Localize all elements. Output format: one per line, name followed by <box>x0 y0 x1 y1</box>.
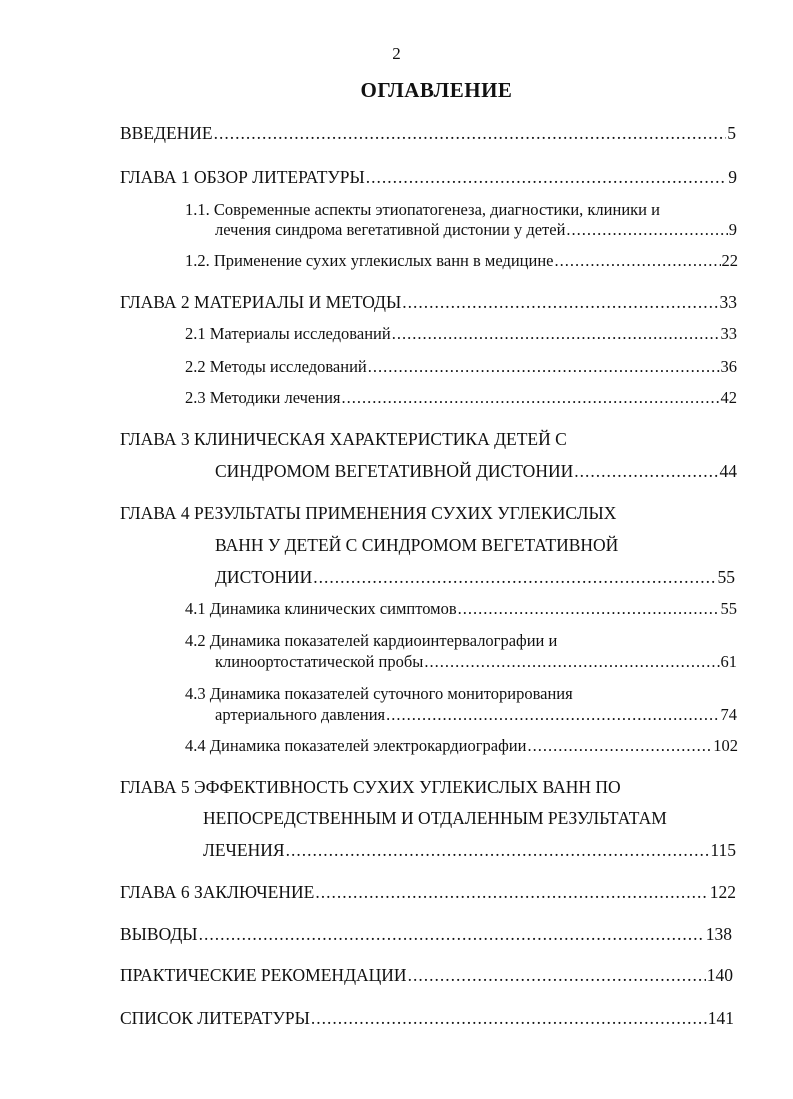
toc-entry-recommendations[interactable] <box>120 963 733 987</box>
toc-entry-1-1[interactable] <box>215 218 737 242</box>
toc-entry-references[interactable] <box>120 1006 734 1030</box>
dot-leader <box>458 597 720 621</box>
toc-page-number: 5 <box>727 123 736 143</box>
toc-entry-text: артериального давления <box>215 705 386 724</box>
dot-leader <box>311 1006 707 1030</box>
dot-leader <box>402 290 718 314</box>
toc-page-number: 141 <box>707 1008 734 1028</box>
toc-entry-text: ВЫВОДЫ <box>120 924 198 944</box>
toc-entry-4-2-line1: 4.2 Динамика показателей кардиоинтервалографии и <box>185 631 558 650</box>
toc-entry-4-3-line1: 4.3 Динамика показателей суточного мониторирования <box>185 684 573 703</box>
toc-page-number: 44 <box>719 461 737 481</box>
toc-entry-2-2[interactable] <box>185 355 737 379</box>
dot-leader <box>286 838 710 862</box>
dot-leader <box>408 963 706 987</box>
toc-entry-4-2[interactable] <box>215 650 737 674</box>
toc-page-number: 61 <box>720 652 737 671</box>
dot-leader <box>214 121 727 145</box>
toc-entry-4-4[interactable] <box>185 734 738 758</box>
toc-entry-chapter-4-line1: ГЛАВА 4 РЕЗУЛЬТАТЫ ПРИМЕНЕНИЯ СУХИХ УГЛЕКИСЛЫХ <box>120 503 617 523</box>
toc-entry-text: СПИСОК ЛИТЕРАТУРЫ <box>120 1008 310 1028</box>
toc-entry-text: 4.1 Динамика клинических симптомов <box>185 599 457 618</box>
toc-entry-chapter-5-line2: НЕПОСРЕДСТВЕННЫМ И ОТДАЛЕННЫМ РЕЗУЛЬТАТАМ <box>203 808 667 828</box>
toc-entry-intro[interactable] <box>120 121 736 145</box>
dot-leader <box>199 922 705 946</box>
toc-entry-text: ЛЕЧЕНИЯ <box>203 840 285 860</box>
toc-page-number: 22 <box>721 251 738 270</box>
toc-entry-2-1[interactable] <box>185 322 737 346</box>
dot-leader <box>313 565 716 589</box>
toc-page-number: 33 <box>720 324 737 343</box>
toc-entry-text: ПРАКТИЧЕСКИЕ РЕКОМЕНДАЦИИ <box>120 965 407 985</box>
dot-leader <box>424 650 719 674</box>
toc-entry-chapter-5-line1: ГЛАВА 5 ЭФФЕКТИВНОСТЬ СУХИХ УГЛЕКИСЛЫХ ВАНН ПО <box>120 777 621 797</box>
toc-entry-chapter-3[interactable] <box>215 459 737 483</box>
toc-page-number: 9 <box>728 220 737 239</box>
dot-leader <box>342 386 720 410</box>
toc-entry-4-3[interactable] <box>215 703 737 727</box>
toc-entry-text: СИНДРОМОМ ВЕГЕТАТИВНОЙ ДИСТОНИИ <box>215 461 574 481</box>
page-number: 2 <box>392 44 401 63</box>
toc-entry-chapter-5[interactable] <box>203 838 736 862</box>
toc-page-number: 102 <box>713 736 738 755</box>
toc-page-number: 55 <box>720 599 737 618</box>
toc-entry-chapter-4[interactable] <box>215 565 735 589</box>
toc-entry-1-1-line1: 1.1. Современные аспекты этиопатогенеза, диагностики, клиники и <box>185 200 660 219</box>
toc-entry-text: лечения синдрома вегетативной дистонии у детей <box>215 220 566 239</box>
page-title: ОГЛАВЛЕНИЕ <box>360 78 513 102</box>
toc-entry-text: 1.2. Применение сухих углекислых ванн в медицине <box>185 251 554 270</box>
dot-leader <box>555 249 721 273</box>
toc-entry-text: 2.3 Методики лечения <box>185 388 341 407</box>
toc-entry-chapter-6[interactable] <box>120 880 736 904</box>
toc-entry-chapter-1[interactable] <box>120 165 737 189</box>
dot-leader <box>366 165 727 189</box>
dot-leader <box>527 734 712 758</box>
dot-leader <box>392 322 720 346</box>
dot-leader <box>315 880 708 904</box>
toc-page-number: 42 <box>720 388 737 407</box>
toc-page-number: 55 <box>717 567 735 587</box>
toc-entry-1-2[interactable] <box>185 249 738 273</box>
toc-page-number: 33 <box>719 292 737 312</box>
toc-entry-conclusions[interactable] <box>120 922 732 946</box>
toc-entry-text: ВВЕДЕНИЕ <box>120 123 213 143</box>
toc-entry-2-3[interactable] <box>185 386 737 410</box>
toc-entry-text: 2.1 Материалы исследований <box>185 324 391 343</box>
toc-entry-4-1[interactable] <box>185 597 737 621</box>
toc-entry-text: ДИСТОНИИ <box>215 567 313 587</box>
dot-leader <box>386 703 719 727</box>
toc-entry-chapter-3-line1: ГЛАВА 3 КЛИНИЧЕСКАЯ ХАРАКТЕРИСТИКА ДЕТЕЙ С <box>120 429 567 449</box>
toc-entry-chapter-4-line2: ВАНН У ДЕТЕЙ С СИНДРОМОМ ВЕГЕТАТИВНОЙ <box>215 535 619 555</box>
toc-entry-text: 2.2 Методы исследований <box>185 357 367 376</box>
toc-page-number: 140 <box>706 965 733 985</box>
toc-page-number: 115 <box>710 840 736 860</box>
toc-page-number: 122 <box>709 882 736 902</box>
toc-page-number: 138 <box>705 924 732 944</box>
toc-entry-text: ГЛАВА 1 ОБЗОР ЛИТЕРАТУРЫ <box>120 167 365 187</box>
toc-page-number: 74 <box>720 705 737 724</box>
toc-entry-text: ГЛАВА 6 ЗАКЛЮЧЕНИЕ <box>120 882 315 902</box>
toc-page-number: 36 <box>720 357 737 376</box>
toc-entry-text: 4.4 Динамика показателей электрокардиографии <box>185 736 527 755</box>
dot-leader <box>368 355 720 379</box>
dot-leader <box>574 459 718 483</box>
toc-entry-text: клиноортостатической пробы <box>215 652 424 671</box>
toc-page-number: 9 <box>728 167 737 187</box>
dot-leader <box>566 218 727 242</box>
toc-entry-text: ГЛАВА 2 МАТЕРИАЛЫ И МЕТОДЫ <box>120 292 402 312</box>
toc-entry-chapter-2[interactable] <box>120 290 737 314</box>
